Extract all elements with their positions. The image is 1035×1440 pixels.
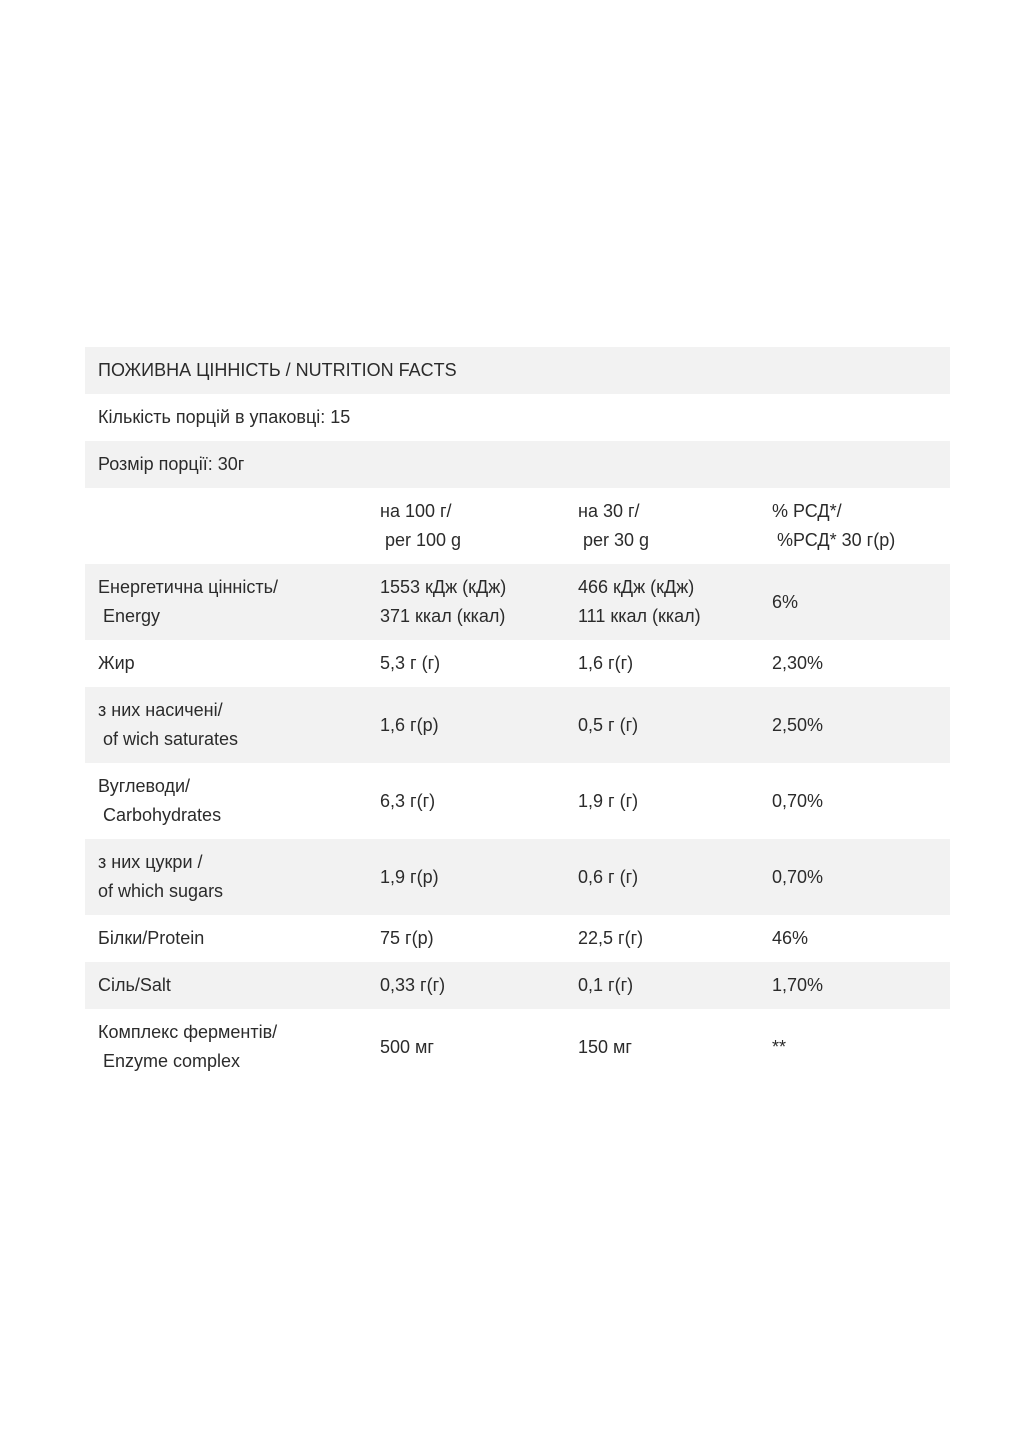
serving-size-row bbox=[85, 441, 950, 488]
value-per30 bbox=[578, 573, 772, 631]
nutrient-name-line: з них насичені/ bbox=[98, 700, 223, 720]
value-per100 bbox=[380, 787, 578, 816]
table-title-row bbox=[85, 347, 950, 394]
nutrient-name-line: Енергетична цінність/ bbox=[98, 577, 278, 597]
nutrient-name-line: Energy bbox=[103, 606, 161, 626]
value-per30 bbox=[578, 787, 772, 816]
value-per100 bbox=[380, 924, 578, 953]
value-per100-line: 5,3 г (г) bbox=[380, 653, 441, 673]
nutrient-name-line: of which sugars bbox=[98, 881, 224, 901]
value-rda: 0,70% bbox=[772, 866, 824, 887]
nutrient-name bbox=[85, 696, 380, 754]
value-per100-line: 371 ккал (ккал) bbox=[380, 606, 506, 626]
table-row bbox=[85, 962, 950, 1009]
value-rda: 2,50% bbox=[772, 714, 824, 735]
value-per30 bbox=[578, 863, 772, 892]
value-per30 bbox=[578, 1033, 772, 1062]
value-per100-line: 1,9 г(р) bbox=[380, 866, 439, 887]
nutrient-name-line: Сіль/Salt bbox=[98, 975, 171, 995]
table-row bbox=[85, 839, 950, 915]
table-title: ПОЖИВНА ЦІННІСТЬ / NUTRITION FACTS bbox=[98, 360, 457, 380]
nutrient-name bbox=[85, 924, 380, 953]
value-rda: 0,70% bbox=[772, 790, 824, 811]
header-per30-line: на 30 г/ bbox=[578, 501, 640, 521]
nutrient-name bbox=[85, 772, 380, 830]
column-header-row bbox=[85, 488, 950, 564]
table-row bbox=[85, 915, 950, 962]
value-per30 bbox=[578, 971, 772, 1000]
header-per30 bbox=[578, 497, 772, 555]
nutrient-name bbox=[85, 1018, 380, 1076]
value-per30 bbox=[578, 649, 772, 678]
value-per30-line: 22,5 г(г) bbox=[578, 928, 644, 948]
value-per100-line: 6,3 г(г) bbox=[380, 790, 436, 811]
nutrient-name-line: Комплекс ферментів/ bbox=[98, 1022, 278, 1042]
value-per100-line: 0,33 г(г) bbox=[380, 975, 446, 995]
nutrient-name bbox=[85, 573, 380, 631]
value-per30-line: 1,6 г(г) bbox=[578, 653, 634, 673]
value-per100-line: 75 г(р) bbox=[380, 928, 434, 948]
table-row bbox=[85, 564, 950, 640]
value-per100-line: 500 мг bbox=[380, 1036, 434, 1057]
value-per100 bbox=[380, 711, 578, 740]
nutrient-rows bbox=[85, 564, 950, 1085]
table-row bbox=[85, 1009, 950, 1085]
value-per100-line: 1,6 г(р) bbox=[380, 714, 439, 735]
value-rda: ** bbox=[772, 1036, 787, 1057]
value-per30-line: 150 мг bbox=[578, 1036, 632, 1057]
value-per30-line: 0,6 г (г) bbox=[578, 866, 639, 887]
header-per100-line: per 100 g bbox=[385, 530, 462, 550]
value-per30-line: 1,9 г (г) bbox=[578, 790, 639, 811]
value-per30-line: 0,1 г(г) bbox=[578, 975, 634, 995]
value-per100 bbox=[380, 971, 578, 1000]
nutrient-name-line: з них цукри / bbox=[98, 852, 203, 872]
serving-size: Розмір порції: 30г bbox=[98, 454, 245, 474]
value-per100-line: 1553 кДж (кДж) bbox=[380, 577, 507, 597]
table-row bbox=[85, 763, 950, 839]
nutrient-name-line: Жир bbox=[98, 653, 135, 673]
value-rda: 2,30% bbox=[772, 653, 824, 673]
value-rda: 6% bbox=[772, 591, 799, 612]
value-per30-line: 0,5 г (г) bbox=[578, 714, 639, 735]
nutrient-name bbox=[85, 649, 380, 678]
nutrient-name-line: of wich saturates bbox=[103, 729, 239, 749]
table-row bbox=[85, 640, 950, 687]
nutrient-name-line: Enzyme complex bbox=[103, 1051, 241, 1071]
nutrient-name-line: Carbohydrates bbox=[103, 805, 222, 825]
value-per30-line: 111 ккал (ккал) bbox=[578, 606, 701, 626]
value-per30-line: 466 кДж (кДж) bbox=[578, 577, 695, 597]
header-per100 bbox=[380, 497, 578, 555]
nutrient-name-line: Білки/Protein bbox=[98, 928, 205, 948]
header-rda bbox=[772, 497, 950, 555]
value-rda: 1,70% bbox=[772, 975, 824, 995]
servings-per-pack: Кількість порцій в упаковці: 15 bbox=[98, 407, 351, 427]
header-rda-line: % РСД*/ bbox=[772, 501, 842, 521]
header-rda-line: %РСД* 30 г(р) bbox=[777, 530, 896, 550]
nutrient-name-line: Вуглеводи/ bbox=[98, 776, 191, 796]
value-rda: 46% bbox=[772, 928, 809, 948]
header-per30-line: per 30 g bbox=[583, 530, 650, 550]
nutrition-facts-table bbox=[85, 347, 950, 1085]
servings-row bbox=[85, 394, 950, 441]
nutrient-name bbox=[85, 971, 380, 1000]
value-per100 bbox=[380, 649, 578, 678]
table-row bbox=[85, 687, 950, 763]
header-per100-line: на 100 г/ bbox=[380, 501, 452, 521]
value-per30 bbox=[578, 924, 772, 953]
value-per100 bbox=[380, 1033, 578, 1062]
nutrient-name bbox=[85, 848, 380, 906]
value-per30 bbox=[578, 711, 772, 740]
value-per100 bbox=[380, 573, 578, 631]
value-per100 bbox=[380, 863, 578, 892]
